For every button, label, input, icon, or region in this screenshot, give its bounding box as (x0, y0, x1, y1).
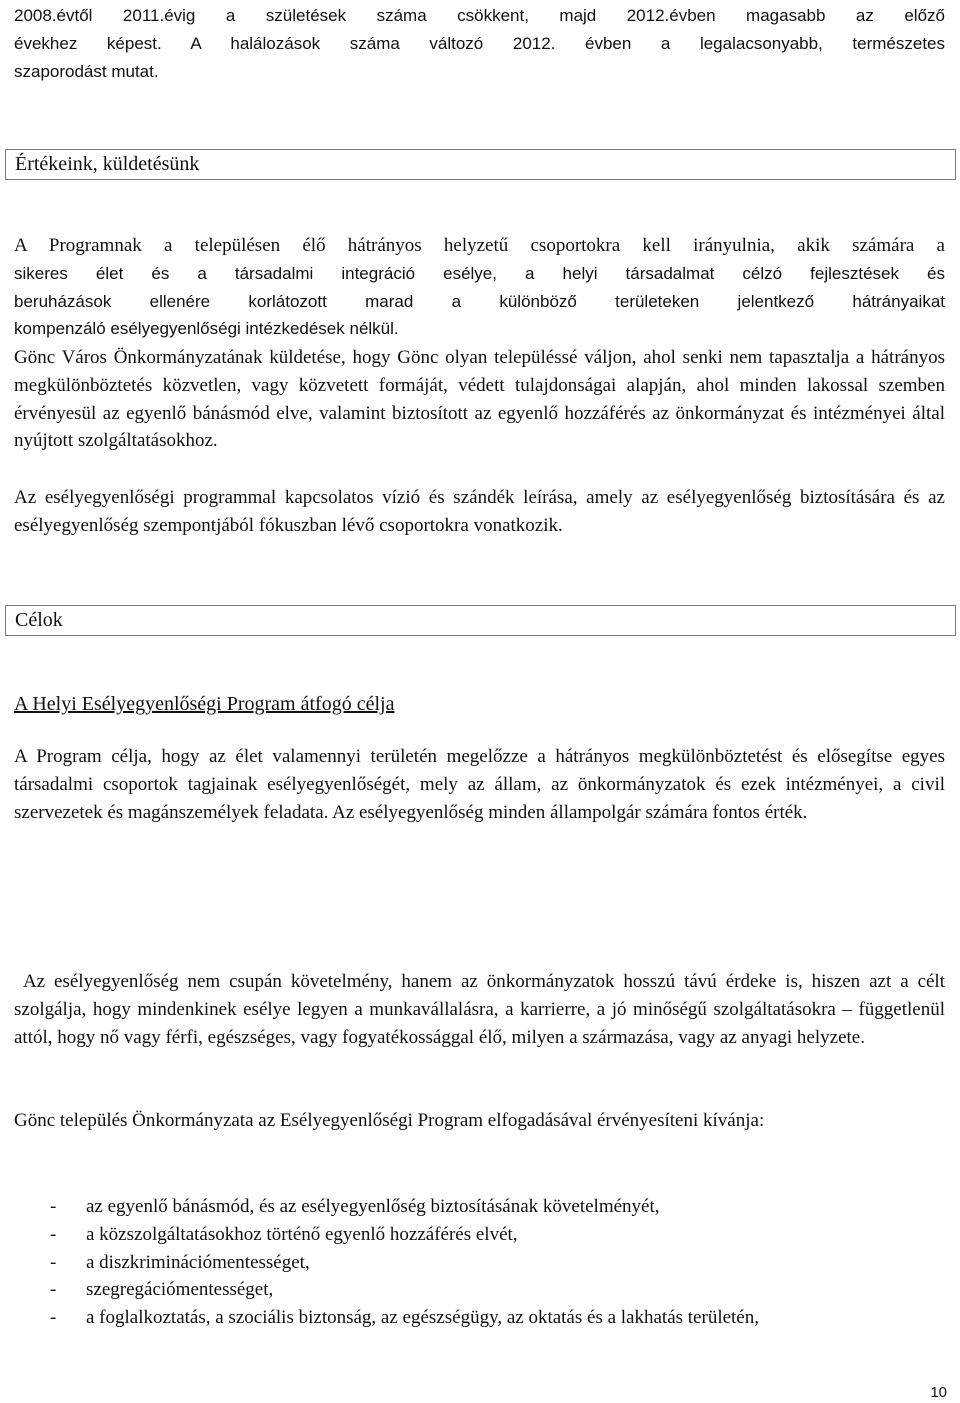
goals-paragraph-2: Az esélyegyenlőség nem csupán követelmény, hanem az önkormányzatok hosszú távú érdeke is, hiszen azt a célt szolgálja, hogy mindenkinek esélye legyen a munkavállalásra, a karrierre, a jó minőségű szolgáltatásokra – függetlenül attól, hogy nő vagy férfi, egészséges, vagy fogyatékossággal élő, milyen a származása, vagy az anyagi helyzete. (14, 971, 950, 1048)
list-dash: - (50, 1307, 57, 1329)
list-dash: - (50, 1223, 57, 1245)
values-paragraph-3: Az esélyegyenlőségi programmal kapcsolatos vízió és szándék leírása, amely az esélyegyenlőség biztosítására és az esélyegyenlőség szempontjából fókuszban lévő csoportokra vonatkozik. (14, 487, 945, 536)
values-paragraph-1 (14, 232, 945, 343)
list-item-text: az egyenlő bánásmód, és az esélyegyenlőség biztosításának követelményét, (86, 1196, 660, 1217)
list-item-text: a közszolgáltatásokhoz történő egyenlő hozzáférés elvét, (86, 1223, 518, 1245)
goals-paragraph-1: A Program célja, hogy az élet valamennyi területén megelőzze a hátrányos megkülönböztetést és elősegítse egyes társadalmi csoportok tagjainak esélyegyenlőségét, mely az állam, az önkormányzatok és ezek intézményei, a civil szervezetek és magánszemélyek feladata. Az esélyegyenlőség minden állampolgár számára fontos érték. (14, 746, 945, 823)
goals-heading: Célok (5, 605, 956, 636)
list-dash: - (50, 1251, 57, 1273)
list-item (14, 1304, 945, 1332)
intro-line: évekhez képest. A halálozások száma változó 2012. évben a legalacsonyabb, természetes (14, 33, 945, 53)
list-item-text: a diszkriminációmentességet, (86, 1251, 310, 1273)
list-dash: - (50, 1196, 57, 1217)
values-p1-line: kompenzáló esélyegyenlőségi intézkedések nélkül. (14, 319, 399, 339)
goals-subheading: A Helyi Esélyegyenlőségi Program átfogó célja (14, 693, 395, 715)
goals-paragraph-3: Gönc település Önkormányzata az Esélyegyenlőségi Program elfogadásával érvényesíteni kívánja: (14, 1110, 765, 1131)
list-item (14, 1221, 945, 1249)
list-item (14, 1249, 945, 1277)
values-p1-line: sikeres élet és a társadalmi integráció esélye, a helyi társadalmat célzó fejlesztések és (14, 263, 945, 283)
goals-list (14, 1193, 945, 1332)
values-paragraph-2: Gönc Város Önkormányzatának küldetése, hogy Gönc olyan településsé váljon, ahol senki nem tapasztalja a hátrányos megkülönböztetés közvetlen, vagy közvetett formáját, védett tulajdonságai alapján, ahol minden lakossal szemben érvényesül az egyenlő bánásmód elve, valamint biztosított az egyenlő hozzáférés az önkormányzat és intézményei által nyújtott szolgáltatásokhoz. (14, 347, 945, 452)
values-p1-line: beruházások ellenére korlátozott marad a különböző területeken jelentkező hátrányaikat (14, 291, 945, 311)
list-item-text: szegregációmentességet, (86, 1279, 274, 1301)
intro-line: 2008.évtől 2011.évig a születések száma csökkent, majd 2012.évben magasabb az előző (14, 6, 945, 25)
values-heading: Értékeink, küldetésünk (5, 149, 956, 180)
values-p1-line: A Programnak a településen élő hátrányos helyzetű csoportokra kell irányulnia, akik számára a (14, 235, 945, 256)
list-item (14, 1193, 945, 1221)
intro-line: szaporodást mutat. (14, 61, 159, 81)
list-item-text: a foglalkoztatás, a szociális biztonság, az egészségügy, az oktatás és a lakhatás területén, (86, 1307, 759, 1329)
list-dash: - (50, 1279, 57, 1301)
intro-paragraph (14, 2, 945, 85)
list-item (14, 1276, 945, 1304)
page-number: 10 (930, 1384, 947, 1401)
